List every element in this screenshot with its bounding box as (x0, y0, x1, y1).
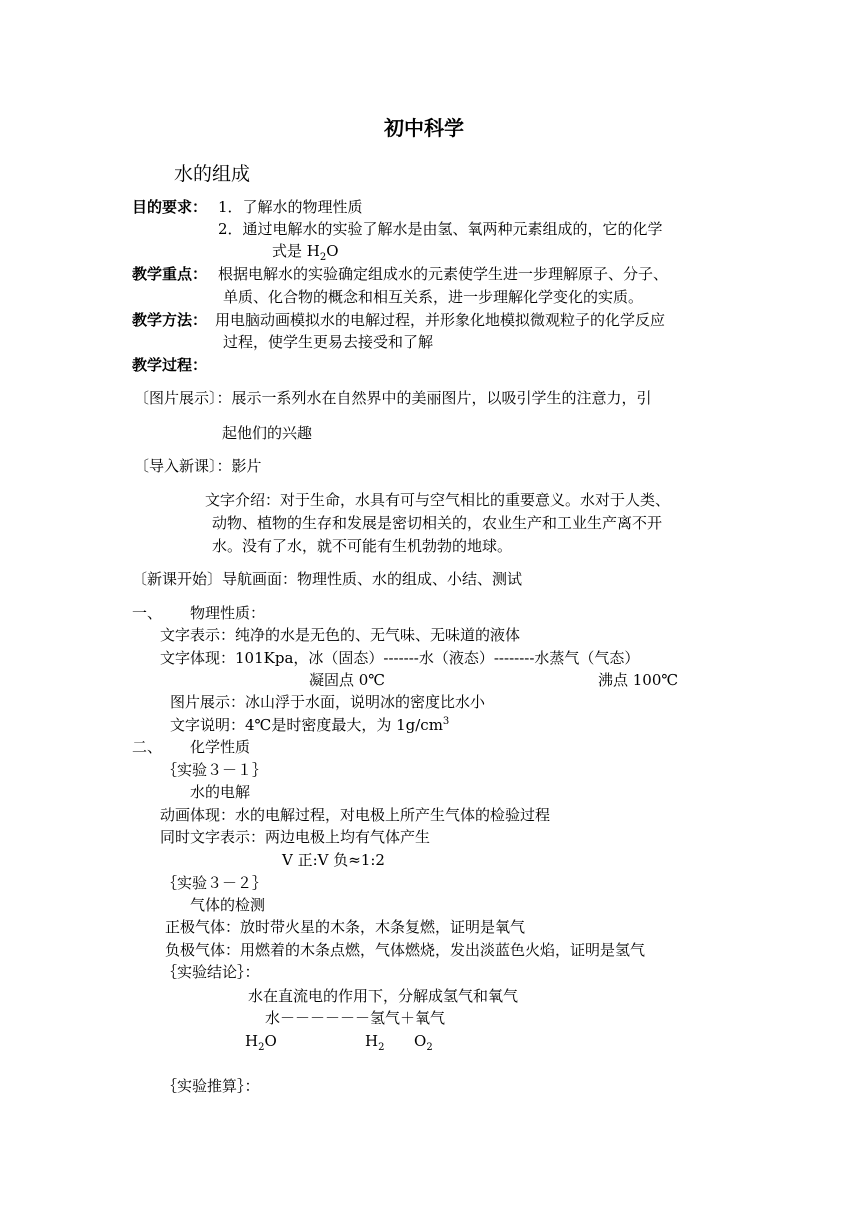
section1-line1: 文字表示：纯净的水是无色的、无气味、无味道的液体 (160, 626, 521, 644)
key-points-line1: 根据电解水的实验确定组成水的元素使学生进一步理解原子、分子、 (218, 265, 669, 283)
text-intro-line3: 水。没有了水，就不可能有生机勃勃的地球。 (212, 537, 513, 555)
objective-2-suffix: O (326, 242, 339, 260)
formula-hydrogen-sub: 2 (378, 1042, 385, 1053)
formula-water-sub: 2 (258, 1042, 265, 1053)
formula-water-h: H (245, 1032, 259, 1050)
objective-2-line1: 2．通过电解水的实验了解水是由氢、氧两种元素组成的，它的化学 (218, 220, 663, 238)
intro-text: ：影片 (216, 457, 262, 475)
formula-water (245, 1031, 277, 1051)
page-title: 初中科学 (384, 116, 464, 140)
picture-show-line1 (134, 388, 652, 408)
positive-gas-line: 正极气体：放时带火星的木条，木条复燃，证明是氧气 (165, 918, 526, 936)
density-superscript: 3 (442, 716, 450, 727)
freezing-point: 凝固点 0℃ (309, 671, 386, 689)
page-subtitle: 水的组成 (174, 163, 251, 185)
key-points-label: 教学重点： (132, 265, 208, 283)
objective-2-prefix: 式是 H (272, 242, 320, 260)
formula-oxygen (414, 1031, 433, 1051)
volume-ratio: V 正:V 负≈1:2 (282, 851, 385, 869)
objectives-label: 目的要求： (132, 198, 208, 216)
section1-heading: 物理性质： (190, 604, 266, 622)
key-points-line2: 单质、化合物的概念和相互关系，进一步理解化学变化的实质。 (223, 288, 644, 306)
experiment2-name: 气体的检测 (190, 896, 266, 914)
inference-label: ｛实验推算｝： (162, 1077, 260, 1095)
picture-show-line2: 起他们的兴趣 (222, 424, 313, 442)
formula-hydrogen-h: H (365, 1032, 379, 1050)
experiment1-name: 水的电解 (190, 783, 251, 801)
experiment2-label: ｛实验３－２｝ (162, 874, 268, 892)
section1-text-note (170, 715, 449, 735)
section1-number: 一、 (132, 604, 163, 622)
experiment1-label: ｛实验３－１｝ (162, 761, 268, 779)
objective-2-line2 (272, 241, 339, 261)
section1-picture: 图片展示：冰山浮于水面，说明冰的密度比水小 (170, 693, 486, 711)
section2-number: 二、 (132, 738, 163, 756)
intro-label: 〔导入新课〕 (134, 457, 217, 475)
section1-line2: 文字体现：101Kpa，冰（固态）-------水（液态）--------水蒸气（气态） (160, 649, 640, 667)
negative-gas-line: 负极气体：用燃着的木条点燃，气体燃烧，发出淡蓝色火焰，证明是氢气 (165, 941, 646, 959)
text-intro-line2: 动物、植物的生存和发展是密切相关的，农业生产和工业生产离不开 (212, 514, 663, 532)
formula-water-o: O (264, 1032, 277, 1050)
conclusion-label: ｛实验结论｝： (162, 963, 260, 981)
objective-1: 1．了解水的物理性质 (218, 198, 363, 216)
intro-line (134, 456, 262, 476)
section2-heading: 化学性质 (190, 738, 251, 756)
formula-oxygen-sub: 2 (426, 1042, 433, 1053)
new-lesson-label: 〔新课开始〕 (132, 570, 223, 588)
density-note: 文字说明：4℃是时密度最大，为 1g/cm (170, 716, 443, 734)
new-lesson-text: 导航画面：物理性质、水的组成、小结、测试 (222, 570, 523, 588)
new-lesson-line (132, 569, 522, 589)
methods-line2: 过程，使学生更易去接受和了解 (223, 333, 434, 351)
methods-label: 教学方法： (132, 311, 208, 329)
objective-2-subscript: 2 (319, 252, 327, 263)
picture-show-text: ：展示一系列水在自然界中的美丽图片，以吸引学生的注意力，引 (216, 389, 652, 407)
picture-show-label: 〔图片展示〕 (134, 389, 217, 407)
word-equation: 水－－－－－－氢气＋氧气 (265, 1009, 446, 1027)
simultaneous-line: 同时文字表示：两边电极上均有气体产生 (160, 828, 431, 846)
text-intro-line1: 文字介绍：对于生命，水具有可与空气相比的重要意义。水对于人类、 (205, 491, 671, 509)
boiling-point: 沸点 100℃ (598, 671, 679, 689)
process-label: 教学过程： (132, 356, 208, 374)
animation-line: 动画体现：水的电解过程，对电极上所产生气体的检验过程 (160, 806, 551, 824)
conclusion-text: 水在直流电的作用下，分解成氢气和氧气 (248, 987, 519, 1005)
formula-oxygen-o: O (414, 1032, 427, 1050)
formula-hydrogen (365, 1031, 384, 1051)
methods-line1: 用电脑动画模拟水的电解过程，并形象化地模拟微观粒子的化学反应 (215, 311, 666, 329)
